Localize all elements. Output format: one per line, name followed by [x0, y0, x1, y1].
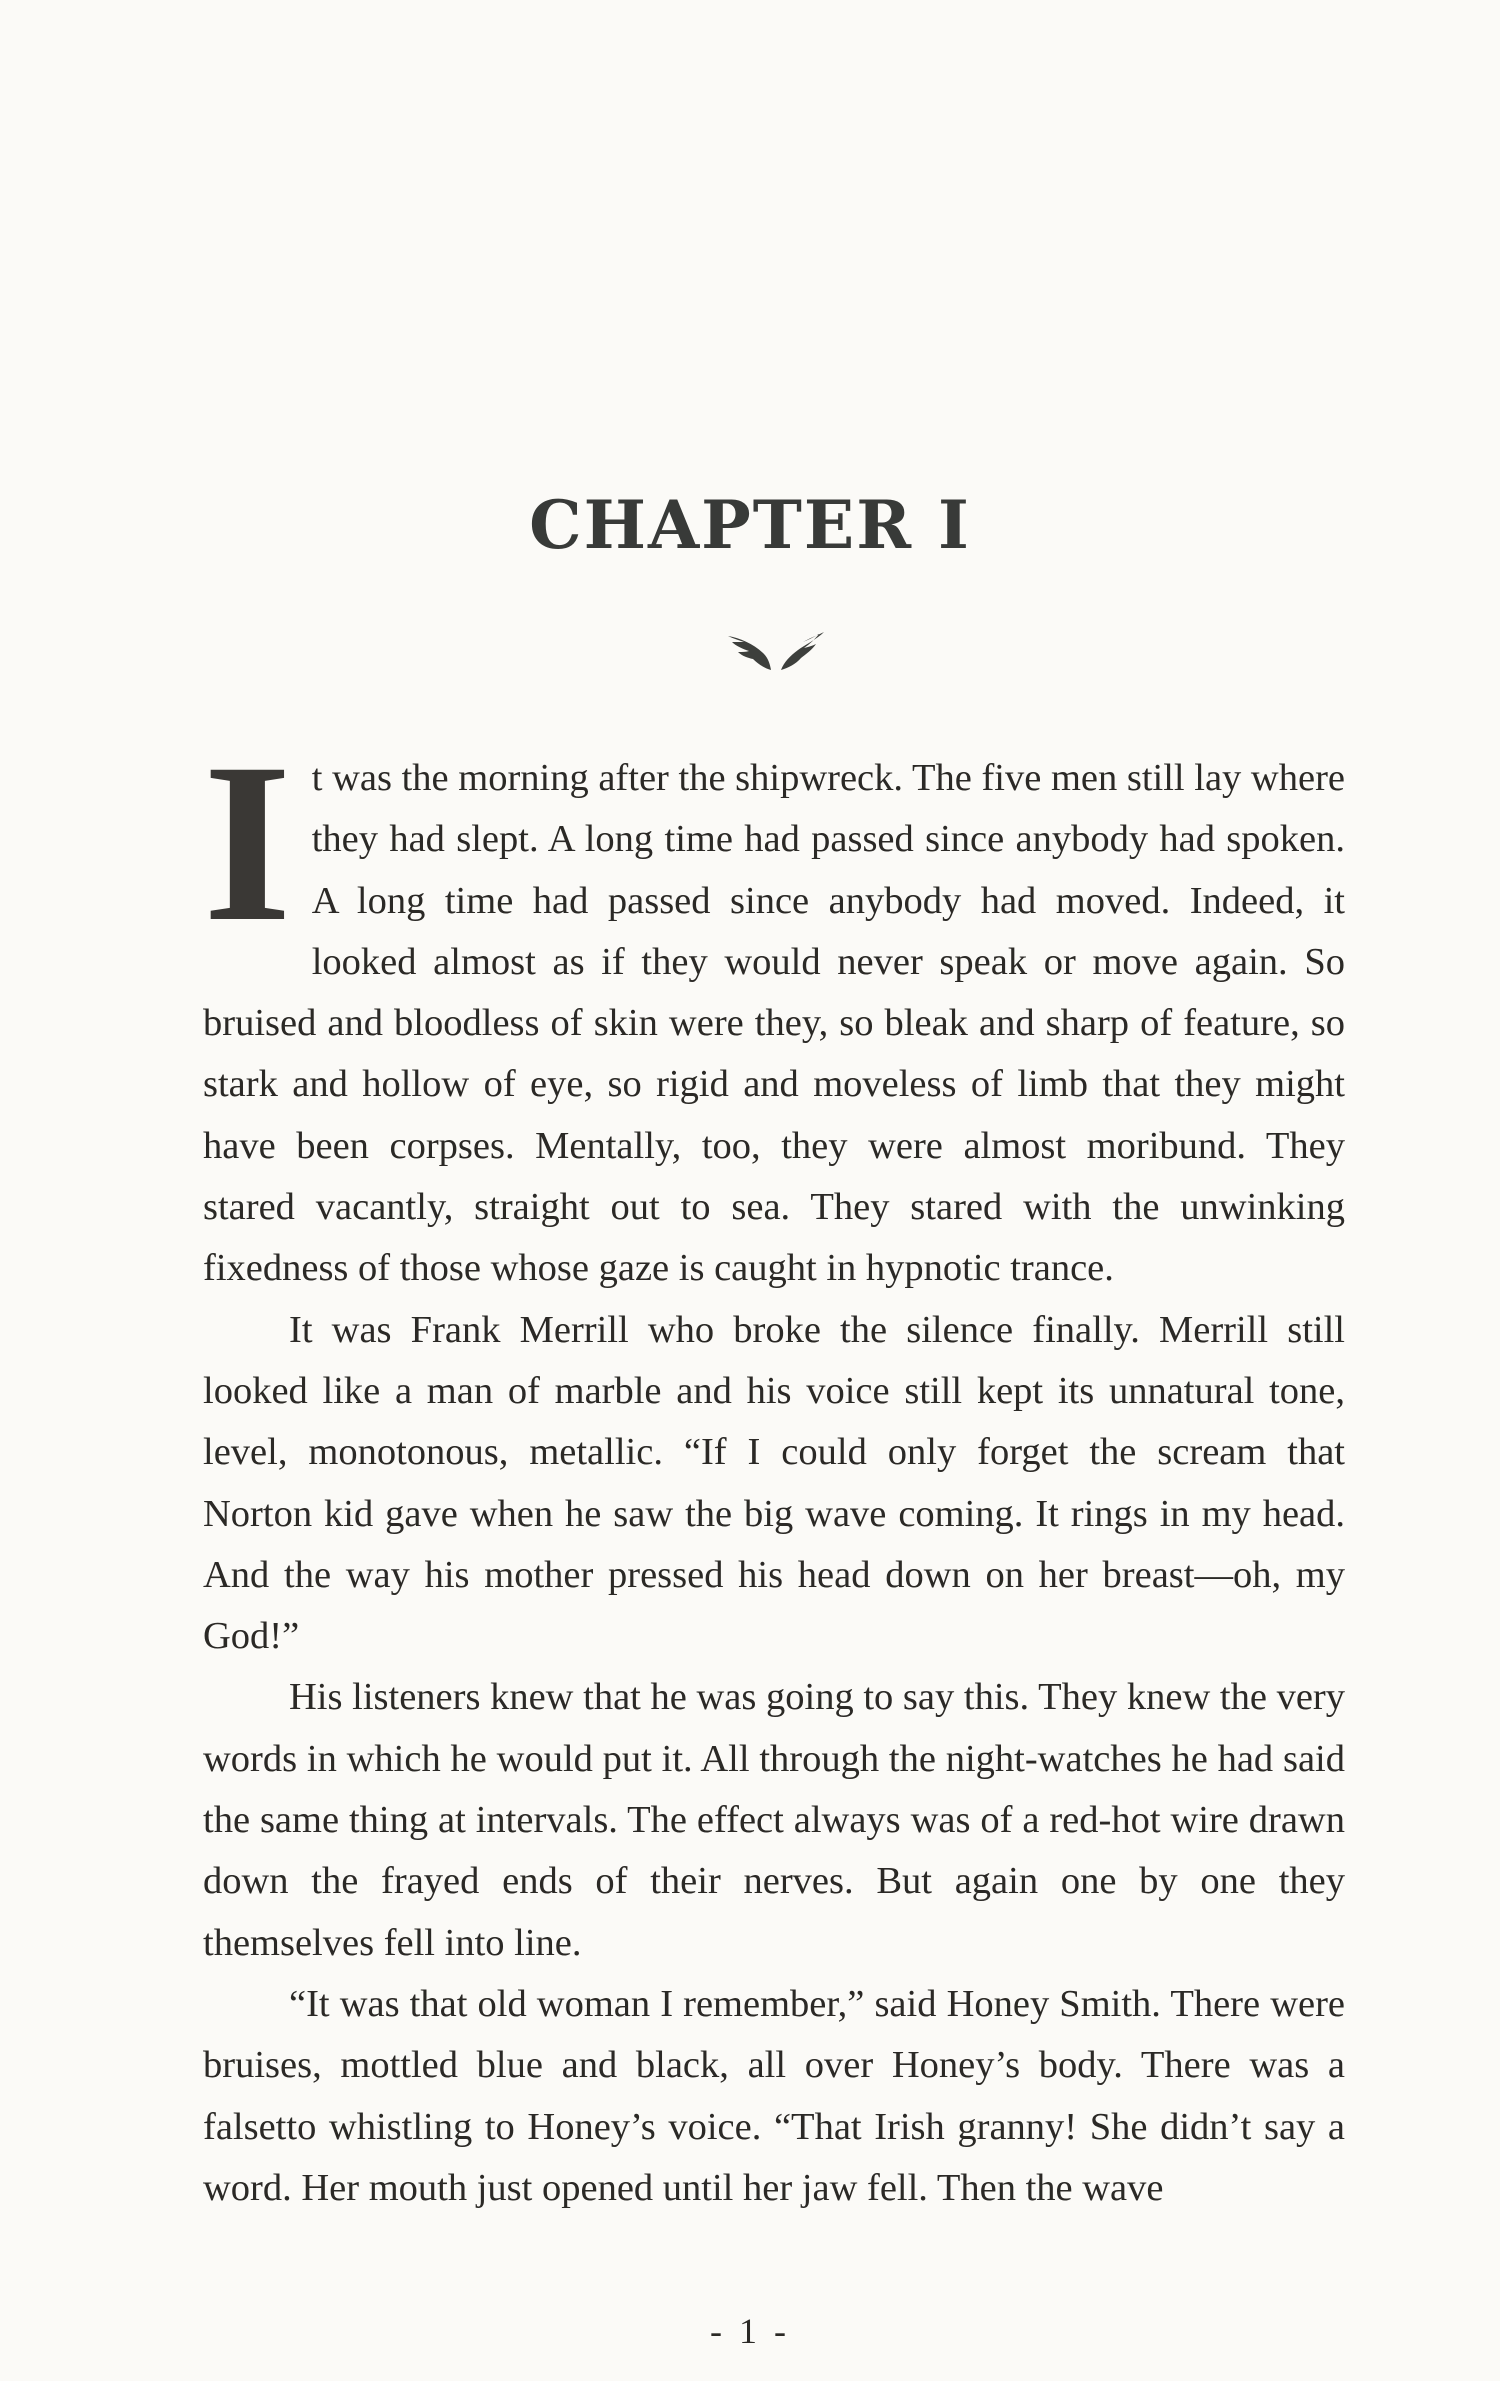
- wings-ornament-icon: [726, 628, 826, 676]
- paragraph-1: [203, 717, 1345, 1300]
- paragraph-2: It was Frank Merrill who broke the silence finally. Merrill still looked like a man of marble and his voice still kept its unnatural tone, level, monotonous, metallic. “If I could only forget the scream that Norton kid gave when he saw the big wave coming. It rings in my head. And the way his mother pressed his head down on her breast—oh, my God!”: [203, 1308, 1345, 1658]
- paragraph-4: “It was that old woman I remember,” said Honey Smith. There were bruises, mottled blue and black, all over Honey’s body. There was a falsetto whistling to Honey’s voice. “That Irish granny! She didn’t say a word. Her mouth just opened until her jaw fell. Then the wave: [203, 1982, 1345, 2209]
- chapter-title: CHAPTER I: [529, 486, 971, 564]
- paragraph-1-text: t was the morning after the shipwreck. The five men still lay where they had slept. A long time had passed since anybody had spoken. A long time had passed since anybody had moved. Indeed, it looked almost as if they would never speak or move again. So bruised and bloodless of skin were they, so bleak and sharp of feature, so stark and hollow of eye, so rigid and moveless of limb that they might have been corpses. Mentally, too, they were almost moribund. They stared vacantly, straight out to sea. They stared with the unwinking fixedness of those whose gaze is caught in hypnotic trance.: [203, 757, 1345, 1290]
- page-number: - 1 -: [710, 2311, 790, 2351]
- chapter-body: [203, 717, 1345, 2219]
- drop-cap: I: [203, 717, 292, 969]
- paragraph-3: His listeners knew that he was going to say this. They knew the very words in which he would put it. All through the night-watches he had said the same thing at intervals. The effect always was of a red-hot wire drawn down the frayed ends of their nerves. But again one by one they themselves fell into line.: [203, 1676, 1345, 1964]
